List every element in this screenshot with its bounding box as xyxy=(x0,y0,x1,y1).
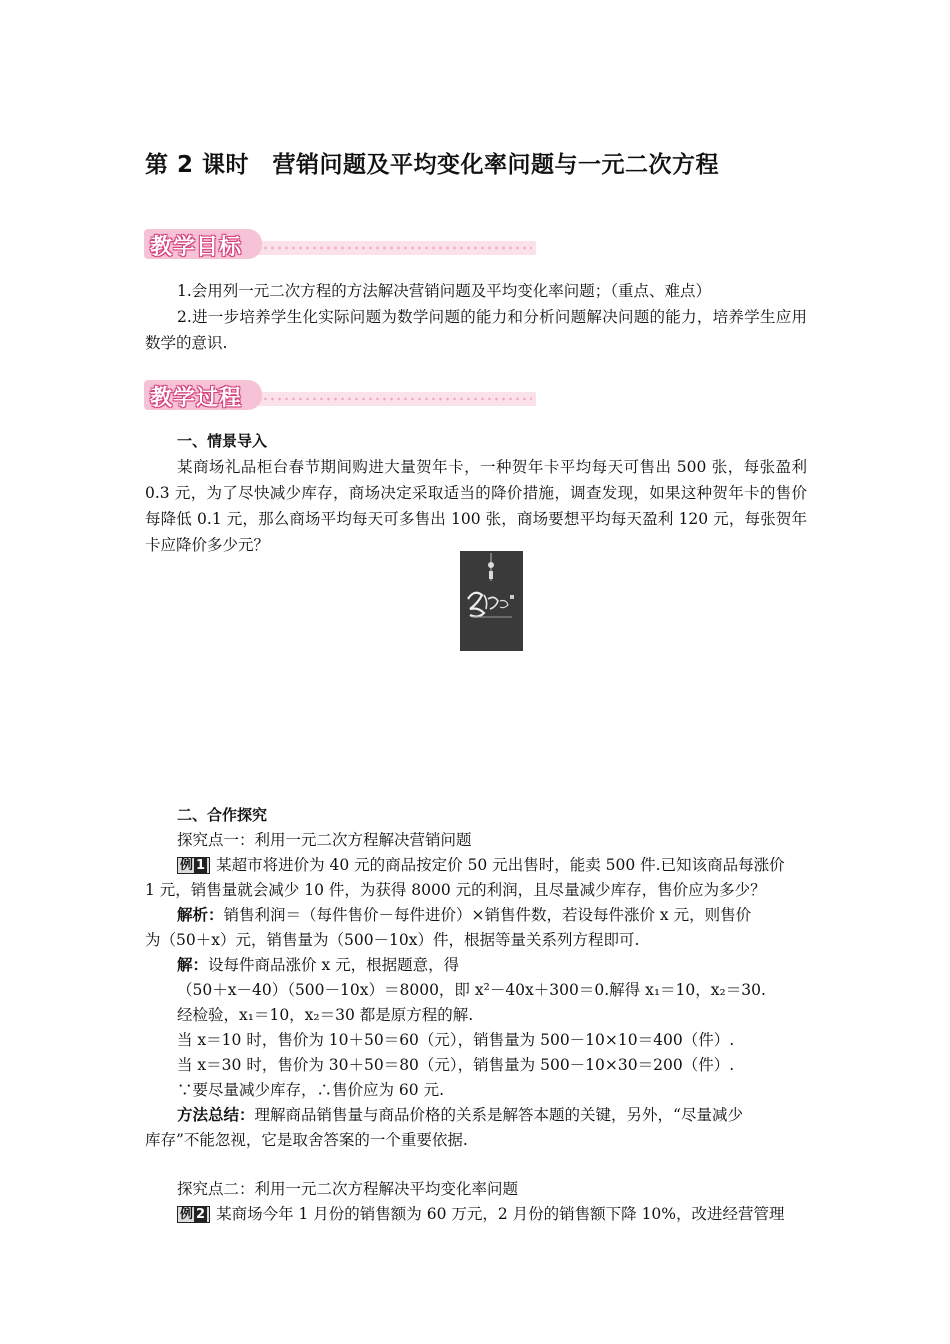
example-tag-text: 例 xyxy=(180,858,194,873)
solve-line4 xyxy=(145,1028,807,1053)
solve-line5 xyxy=(145,1053,807,1078)
solve-line2 xyxy=(145,978,807,1003)
example-tag-number: 1 xyxy=(196,858,206,873)
solve-line3 xyxy=(145,1003,807,1028)
section-banner-goals xyxy=(144,229,536,259)
analysis-line2 xyxy=(145,928,807,953)
explore-point-2: 探究点二：利用一元二次方程解决平均变化率问题 xyxy=(177,1180,519,1198)
goal-item: 1.会用列一元二次方程的方法解决营销问题及平均变化率问题；（重点、难点） xyxy=(177,282,712,300)
example-2-text: 某商场今年 1 月份的销售额为 60 万元，2 月份的销售额下降 10%，改进经营管理 xyxy=(216,1205,785,1223)
banner-label: 教学过程 xyxy=(150,386,243,411)
solve-case-2: 当 x＝30 时，售价为 30＋50＝80（元），销售量为 500－10×30＝200（件）. xyxy=(177,1056,735,1074)
banner-dots xyxy=(262,397,532,401)
solve-line1 xyxy=(145,953,807,978)
banner-pill xyxy=(144,229,262,259)
explore-heading: 二、合作探究 xyxy=(177,806,268,824)
goal-item: 2.进一步培养学生化实际问题为数学问题的能力和分析问题解决问题的能力，培养学生应用数学的意识. xyxy=(145,308,807,352)
solve-label: 解： xyxy=(177,956,209,974)
page-title: 第 2 课时 营销问题及平均变化率问题与一元二次方程 xyxy=(145,152,720,178)
example1-line2 xyxy=(145,878,807,903)
section-banner-process xyxy=(144,380,536,410)
point1-line xyxy=(145,828,807,853)
example2-line1 xyxy=(145,1202,807,1227)
solve-check: 经检验，x₁＝10，x₂＝30 都是原方程的解. xyxy=(177,1006,474,1024)
example-1-text-cont: 1 元，销售量就会减少 10 件，为获得 8000 元的利润，且尽量减少库存，售价应为多少？ xyxy=(145,881,766,899)
intro-text: 某商场礼品柜台春节期间购进大量贺年卡，一种贺年卡平均每天可售出 500 张，每张盈利 0.3 元，为了尽快减少库存，商场决定采取适当的降价措施，调查发现，如果这种贺年卡的售价每降低 0.1 元，那么商场平均每天可多售出 100 张，商场要想平均每天盈利 120 元，每张贺年卡应降价多少元？ xyxy=(145,458,807,554)
summary-text: 理解商品销售量与商品价格的关系是解答本题的关键，另外，“尽量减少 xyxy=(254,1106,743,1124)
goals-list xyxy=(145,278,807,356)
solve-conclusion: ∵要尽量减少库存，∴售价应为 60 元. xyxy=(177,1081,445,1099)
example-1-text: 某超市将进价为 40 元的商品按定价 50 元出售时，能卖 500 件.已知该商品每涨价 xyxy=(216,856,785,874)
analysis-line1 xyxy=(145,903,807,928)
summary-line2 xyxy=(145,1128,807,1153)
analysis-label: 解析： xyxy=(177,906,224,924)
intro-section xyxy=(145,428,807,558)
banner-label: 教学目标 xyxy=(150,235,243,260)
point2-line xyxy=(145,1177,807,1202)
example1-line1 xyxy=(145,853,807,878)
summary-text-cont: 库存”不能忽视，它是取舍答案的一个重要依据. xyxy=(145,1131,468,1149)
explore-point-1: 探究点一：利用一元二次方程解决营销问题 xyxy=(177,831,472,849)
summary-line1 xyxy=(145,1103,807,1128)
solve-line6 xyxy=(145,1078,807,1103)
explore-heading-line xyxy=(145,803,807,828)
example-tag-number: 2 xyxy=(196,1207,206,1222)
example-1-badge xyxy=(177,857,210,874)
example-2-badge xyxy=(177,1206,210,1223)
example-tag-text: 例 xyxy=(180,1207,194,1222)
banner-dots xyxy=(262,246,532,250)
summary-label: 方法总结： xyxy=(177,1106,255,1124)
analysis-text: 销售利润＝（每件售价－每件进价）×销售件数，若设每件涨价 x 元，则售价 xyxy=(223,906,752,924)
solve-equation: （50＋x－40）（500－10x）＝8000，即 x²－40x＋300＝0.解得 x₁＝10，x₂＝30. xyxy=(177,981,766,999)
intro-heading: 一、情景导入 xyxy=(177,432,268,450)
banner-pill xyxy=(144,380,262,410)
solve-case-1: 当 x＝10 时，售价为 10＋50＝60（元），销售量为 500－10×10＝400（件）. xyxy=(177,1031,735,1049)
analysis-text-cont: 为（50＋x）元，销售量为（500－10x）件，根据等量关系列方程即可. xyxy=(145,931,640,949)
solve-text: 设每件商品涨价 x 元，根据题意，得 xyxy=(208,956,460,974)
greeting-card-image xyxy=(460,551,523,651)
